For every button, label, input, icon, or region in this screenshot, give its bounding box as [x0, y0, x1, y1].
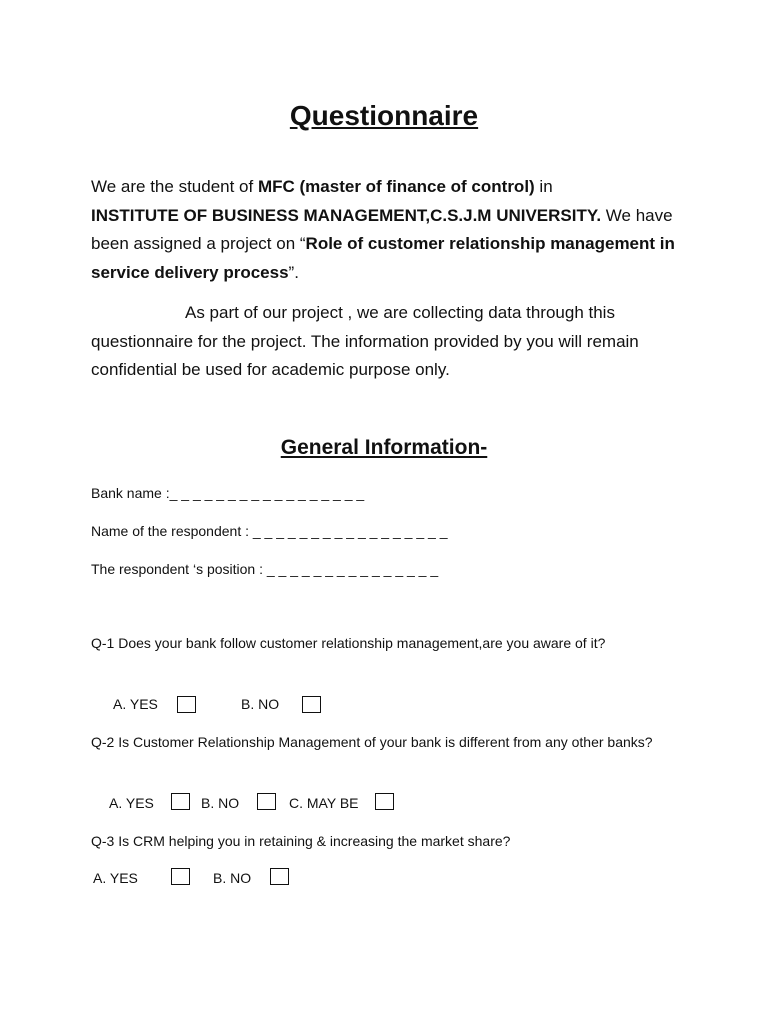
q3-option-no-label: B. NO: [213, 870, 252, 886]
intro-text-3: We have been assigned a project on “: [91, 205, 673, 254]
q2-maybe-checkbox[interactable]: [375, 793, 394, 810]
course-name: MFC (master of finance of control): [257, 177, 535, 196]
q1-option-yes-label: A. YES: [113, 696, 158, 712]
q3-yes-checkbox[interactable]: [171, 868, 190, 885]
q1-yes-checkbox[interactable]: [177, 696, 196, 713]
question-2-text: Q-2 Is Customer Relationship Management of your bank is different from any other banks?: [91, 734, 653, 750]
institute-name: INSTITUTE OF BUSINESS MANAGEMENT,C.S.J.M UNIVERSITY.: [91, 205, 602, 225]
q2-option-no-label: B. NO: [201, 795, 240, 811]
bank-name-field[interactable]: Bank name :_ _ _ _ _ _ _ _ _ _ _ _ _ _ _ _ _: [91, 485, 365, 501]
q3-option-yes-label: A. YES: [93, 870, 138, 886]
intro-text-1: We are the student of: [91, 177, 258, 196]
question-3-text: Q-3 Is CRM helping you in retaining & increasing the market share?: [91, 833, 511, 849]
document-title: Questionnaire: [289, 100, 479, 131]
q2-no-checkbox[interactable]: [257, 793, 276, 810]
question-1-text: Q-1 Does your bank follow customer relationship management,are you aware of it?: [91, 635, 606, 651]
project-title: Role of customer relationship management in service delivery process: [91, 234, 675, 283]
intro-paragraph: [91, 173, 691, 288]
intro-text-4: ”.: [288, 263, 299, 283]
general-information-heading: General Information-: [280, 436, 488, 459]
respondent-name-field[interactable]: Name of the respondent : _ _ _ _ _ _ _ _ _ _ _ _ _ _ _ _ _: [91, 523, 448, 539]
purpose-paragraph: As part of our project , we are collecting data through this questionnaire for the project. The information provided by you will remain confidential be used for academic purpose only.: [91, 303, 639, 380]
q1-option-no-label: B. NO: [241, 696, 280, 712]
q2-option-yes-label: A. YES: [109, 795, 154, 811]
q3-no-checkbox[interactable]: [270, 868, 289, 885]
intro-text-2: in: [534, 177, 553, 196]
respondent-position-field[interactable]: The respondent ‘s position : _ _ _ _ _ _ _ _ _ _ _ _ _ _ _: [91, 561, 439, 577]
q1-no-checkbox[interactable]: [302, 696, 321, 713]
q2-yes-checkbox[interactable]: [171, 793, 190, 810]
q2-option-maybe-label: C. MAY BE: [289, 795, 359, 811]
